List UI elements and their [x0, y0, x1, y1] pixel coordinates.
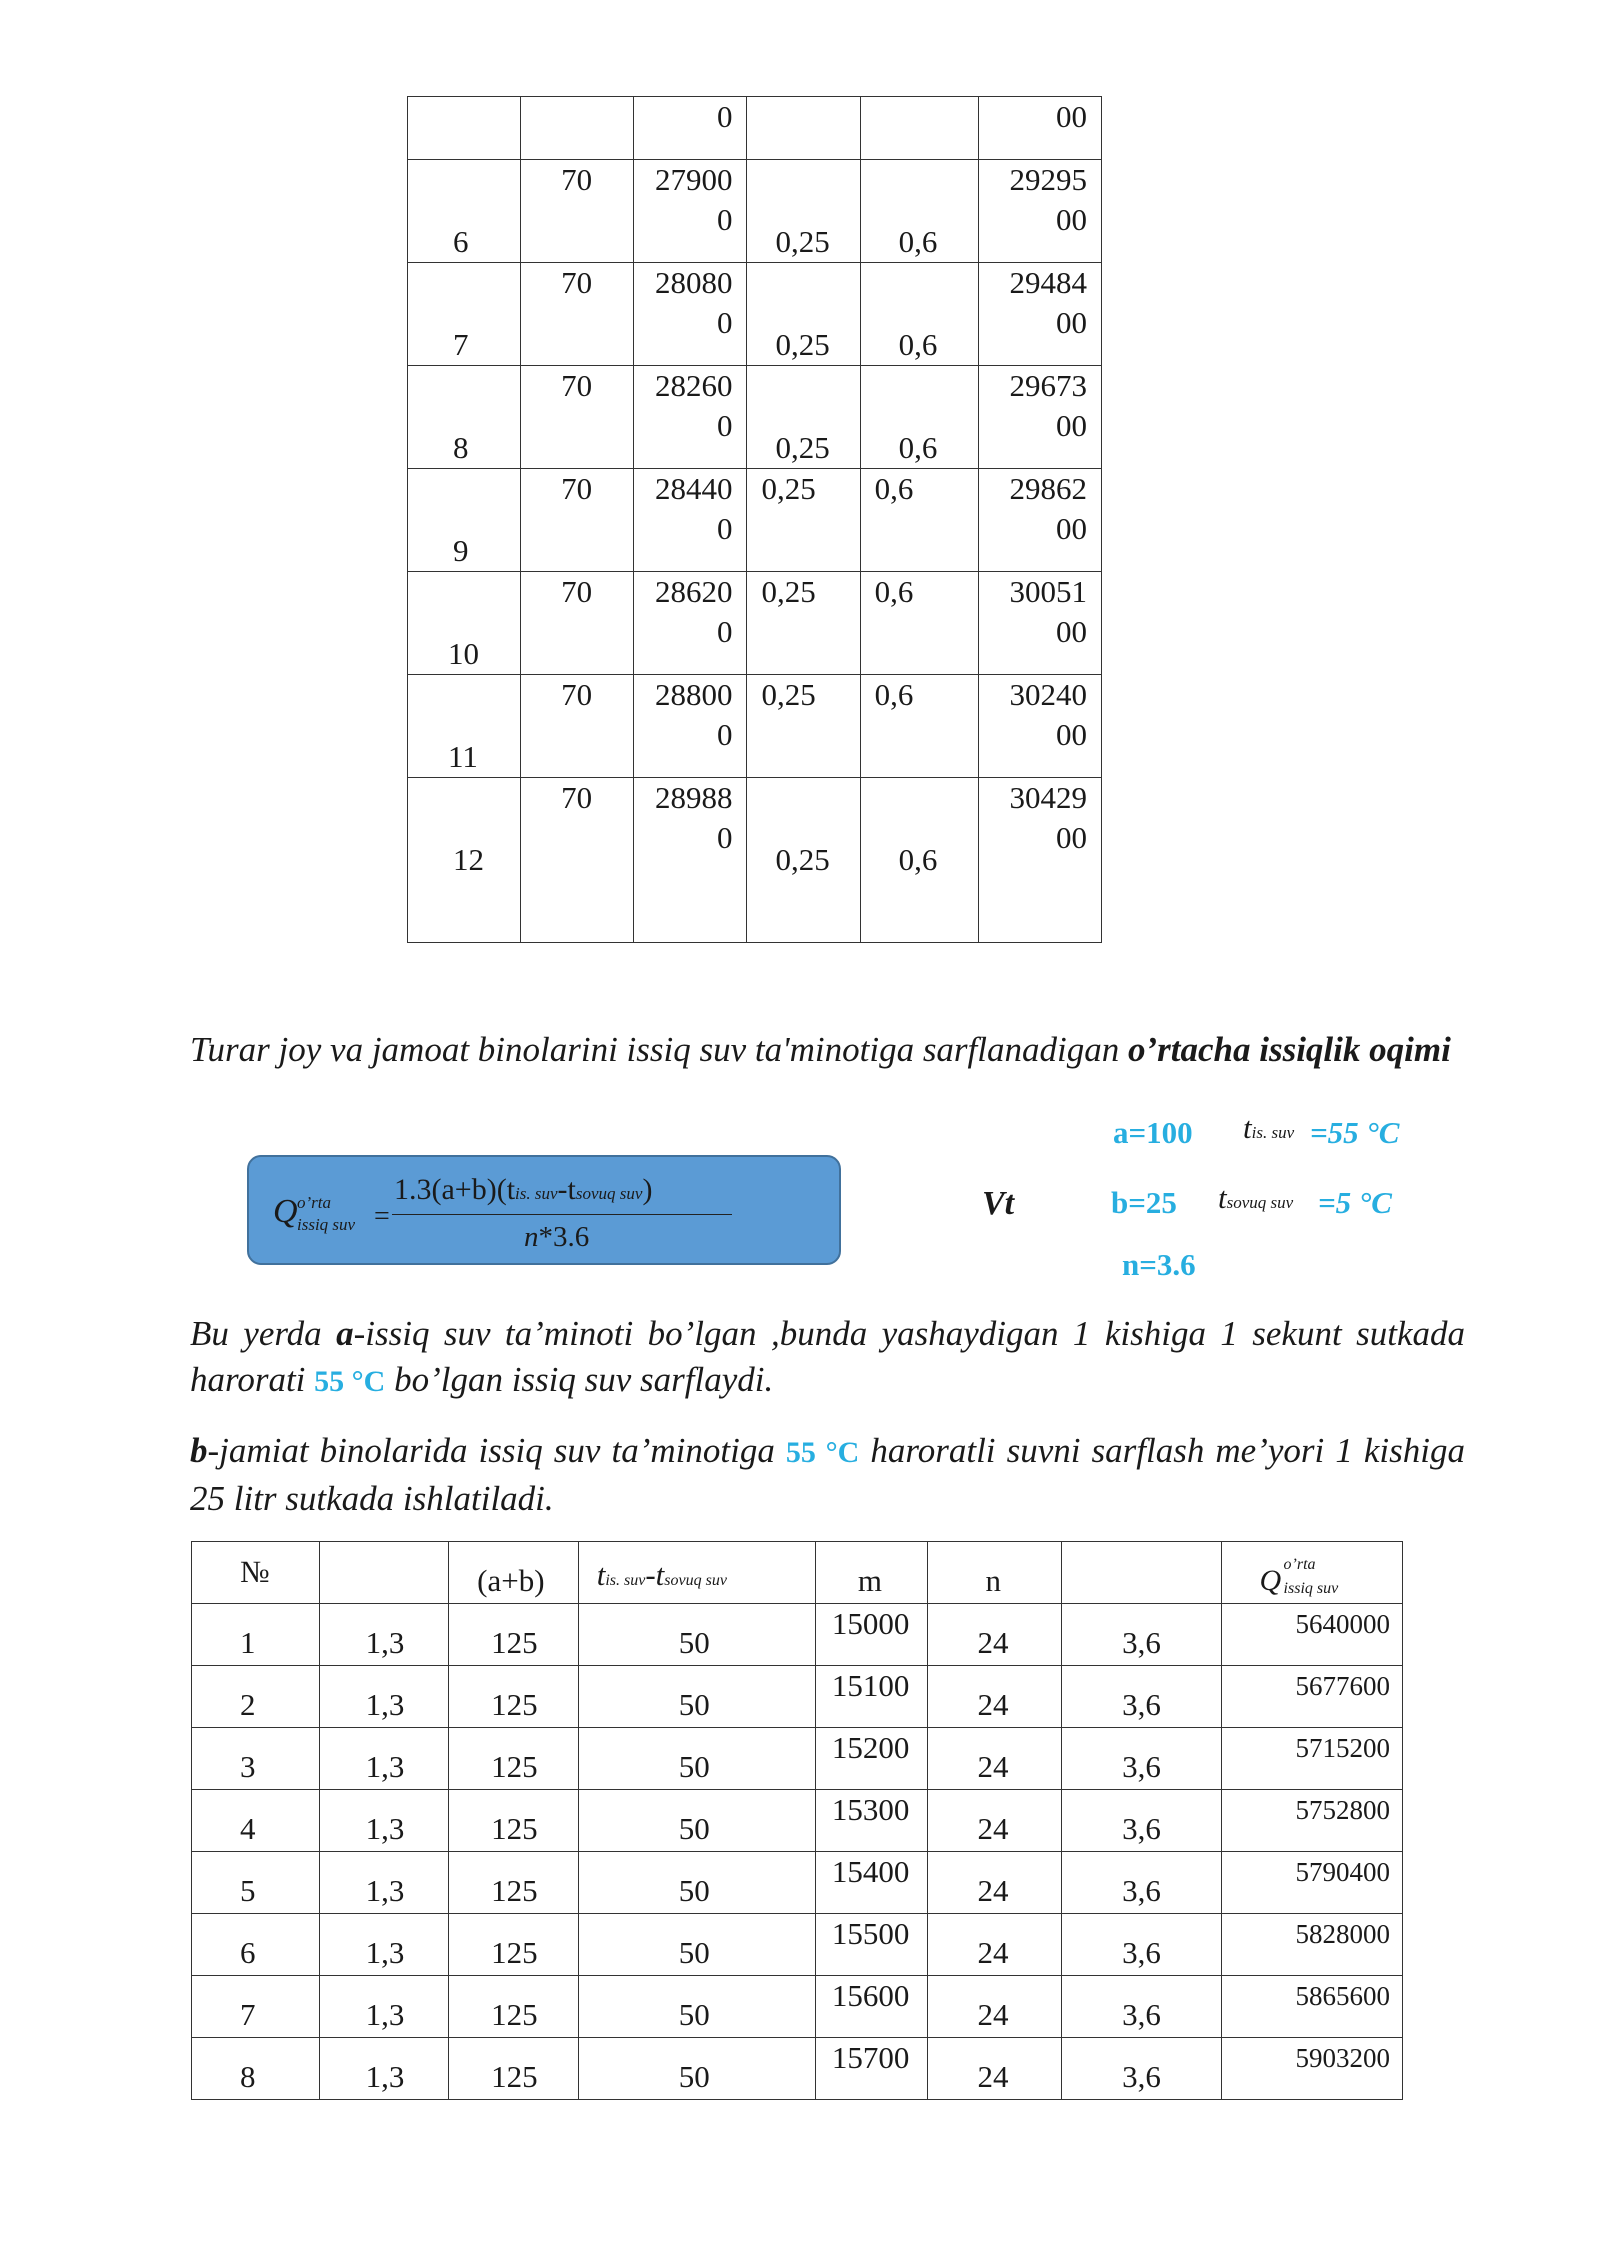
table-row: [192, 1790, 1403, 1852]
table-row: [408, 469, 1102, 572]
cell-b: 0,6: [874, 574, 914, 609]
table-row: [192, 2038, 1403, 2100]
table-row: [192, 1976, 1403, 2038]
cell-dt: 50: [678, 1625, 710, 1660]
cell-c: 3,6: [1122, 1811, 1161, 1846]
formula-q: Q: [273, 1193, 298, 1230]
cell-value-2: 0: [716, 820, 733, 855]
row-number: 9: [453, 533, 469, 568]
cell-result-2: 00: [1056, 202, 1087, 237]
t2-sub: sovuq suv: [664, 1572, 727, 1589]
cell-a: 0,25: [761, 677, 816, 712]
t-is-value: =55 °C: [1310, 1115, 1400, 1150]
cell-k: 1,3: [365, 1811, 405, 1846]
formula-q-sup: o’rta: [297, 1193, 331, 1212]
cell-result-2: 00: [1056, 305, 1087, 340]
cell-q: 5715200: [1295, 1733, 1390, 1763]
table-row: [408, 675, 1102, 778]
cell-value: 27900: [654, 162, 733, 197]
cell-c: 3,6: [1122, 1749, 1161, 1784]
cell-dt: 50: [678, 1873, 710, 1908]
fraction-bar: [392, 1214, 732, 1215]
header-n: n: [985, 1563, 1002, 1598]
cell-result: 30240: [1009, 677, 1087, 712]
param-n: n=3.6: [1122, 1247, 1196, 1282]
table-row: [408, 778, 1102, 943]
row-number: 4: [240, 1811, 256, 1846]
table-row: [192, 1666, 1403, 1728]
formula-denominator: [524, 1221, 589, 1254]
cell-k: 1,3: [365, 1625, 405, 1660]
cell-value: 28800: [654, 677, 733, 712]
cell-value: 28440: [654, 471, 733, 506]
formula-equals: =: [374, 1201, 390, 1232]
cell-result-2: 00: [1056, 614, 1087, 649]
cell-q: 5865600: [1295, 1981, 1390, 2011]
vt-label: Vt: [982, 1185, 1015, 1222]
table-row: [408, 263, 1102, 366]
cell-n: 24: [977, 1997, 1009, 2032]
param-b: b=25: [1111, 1185, 1177, 1220]
heat-flow-table-1: [407, 96, 1102, 943]
cell-b: 0,6: [874, 471, 914, 506]
cell-result-2: 00: [1056, 408, 1087, 443]
formula-q-sub: issiq suv: [297, 1215, 356, 1234]
cell-value-2: 0: [716, 717, 733, 752]
cell-c: 3,6: [1122, 1873, 1161, 1908]
cell-q: 5790400: [1295, 1857, 1390, 1887]
cell-value: 28620: [654, 574, 733, 609]
row-number: 1: [240, 1625, 256, 1660]
cell-m: 15100: [831, 1668, 910, 1703]
cell-n: 24: [977, 1935, 1009, 1970]
cell-temp: 70: [561, 265, 593, 300]
cell-q: 5677600: [1295, 1671, 1390, 1701]
para1-pre: Bu yerda: [190, 1314, 337, 1353]
header-m: m: [857, 1563, 883, 1598]
cell-k: 1,3: [365, 1749, 405, 1784]
cell-c: 3,6: [1122, 1687, 1161, 1722]
cell-a: 0,25: [761, 471, 816, 506]
cell-ab: 125: [491, 1749, 538, 1784]
cell-value-2: 0: [716, 305, 733, 340]
cell-result: 00: [1056, 99, 1087, 134]
header-q-sup: o’rta: [1283, 1556, 1316, 1573]
cell-k: 1,3: [365, 2059, 405, 2094]
cell-value: 0: [716, 99, 733, 134]
cell-b: 0,6: [898, 224, 938, 259]
cell-value-2: 0: [716, 511, 733, 546]
cell-result: 29484: [1009, 265, 1087, 300]
t-minus: -t: [645, 1557, 665, 1592]
numerator-main: 1.3(a+b)(t: [394, 1173, 516, 1206]
table-row: [408, 366, 1102, 469]
header-q-sub: issiq suv: [1283, 1580, 1339, 1597]
cell-a: 0,25: [775, 327, 830, 362]
cell-b: 0,6: [898, 327, 938, 362]
table-row: [408, 160, 1102, 263]
row-number: 8: [453, 430, 469, 465]
para2-mid: -jamiat binolarida issiq suv ta’minotiga: [207, 1431, 786, 1470]
cell-value-2: 0: [716, 408, 733, 443]
cell-result-2: 00: [1056, 511, 1087, 546]
cell-m: 15600: [831, 1978, 910, 2013]
cell-ab: 125: [491, 2059, 538, 2094]
cell-b: 0,6: [874, 677, 914, 712]
cell-c: 3,6: [1122, 1935, 1161, 1970]
t-sovuq-value: =5 °C: [1318, 1185, 1392, 1220]
cell-k: 1,3: [365, 1935, 405, 1970]
cell-c: 3,6: [1122, 2059, 1161, 2094]
cell-result-2: 00: [1056, 717, 1087, 752]
para1-bold: a: [336, 1314, 354, 1353]
para2-post: haroratli suvni sarflash me’yori 1 kishiga 25 litr sutkada ishlatiladi.: [190, 1431, 1465, 1518]
header-ab: (a+b): [477, 1563, 545, 1598]
t-sovuq-sub: sovuq suv: [1226, 1193, 1294, 1212]
cell-result: 30429: [1009, 780, 1087, 815]
cell-result: 30051: [1009, 574, 1087, 609]
header-q: [1260, 1560, 1282, 1601]
cell-c: 3,6: [1122, 1997, 1161, 2032]
cell-m: 15500: [831, 1916, 910, 1951]
cell-temp: 70: [561, 677, 593, 712]
paragraph-b: [190, 1428, 1465, 1522]
numerator-sub2: sovuq suv: [575, 1184, 643, 1203]
cell-dt: 50: [678, 1997, 710, 2032]
para2-bold: b: [190, 1431, 208, 1470]
cell-value: 28988: [654, 780, 733, 815]
cell-temp: 70: [561, 471, 593, 506]
cell-dt: 50: [678, 1935, 710, 1970]
cell-a: 0,25: [761, 574, 816, 609]
cell-dt: 50: [678, 2059, 710, 2094]
cell-c: 3,6: [1122, 1625, 1161, 1660]
cell-temp: 70: [561, 368, 593, 403]
row-number: 8: [240, 2059, 256, 2094]
cell-temp: 70: [561, 780, 593, 815]
t1-sub: is. suv: [605, 1572, 646, 1589]
cell-result: 29295: [1009, 162, 1087, 197]
formula-box: [247, 1155, 841, 1265]
t-is-sub: is. suv: [1251, 1123, 1295, 1142]
para1-post: bo’lgan issiq suv sarflaydi.: [385, 1360, 774, 1399]
cell-n: 24: [977, 1687, 1009, 1722]
cell-q: 5903200: [1295, 2043, 1390, 2073]
cell-value: 28260: [654, 368, 733, 403]
table-row: [408, 97, 1102, 160]
para1-mid: -issiq suv ta’minoti bo’lgan ,bunda yashaydigan 1 kishiga 1 sekunt sutkada harorati: [190, 1314, 1465, 1399]
t-symbol: t: [596, 1557, 606, 1592]
cell-dt: 50: [678, 1811, 710, 1846]
cell-q: 5828000: [1295, 1919, 1390, 1949]
denominator-rest: *3.6: [538, 1221, 590, 1253]
heading-bold: o’rtacha issiqlik oqimi: [1127, 1030, 1451, 1069]
cell-a: 0,25: [775, 842, 830, 877]
numerator-sub1: is. suv: [515, 1184, 558, 1203]
t-is-var: [1243, 1110, 1294, 1146]
table-header-row: [192, 1542, 1403, 1604]
cell-result: 29673: [1009, 368, 1087, 403]
header-t-diff: [597, 1555, 727, 1601]
cell-ab: 125: [491, 1997, 538, 2032]
cell-n: 24: [977, 1811, 1009, 1846]
table-row: [192, 1852, 1403, 1914]
paragraph-a: [190, 1311, 1465, 1405]
cell-q: 5640000: [1295, 1609, 1390, 1639]
cell-dt: 50: [678, 1749, 710, 1784]
row-number: 6: [453, 224, 469, 259]
t-sovuq-var: [1218, 1180, 1293, 1216]
header-no: №: [240, 1554, 270, 1589]
para2-temp: 55 °C: [785, 1436, 860, 1469]
heading-text: Turar joy va jamoat binolarini issiq suv ta'minotiga sarflanadigan: [190, 1030, 1128, 1069]
cell-n: 24: [977, 1749, 1009, 1784]
table-row: [192, 1728, 1403, 1790]
cell-a: 0,25: [775, 430, 830, 465]
cell-m: 15300: [831, 1792, 910, 1827]
para1-temp: 55 °C: [314, 1365, 386, 1398]
cell-result: 29862: [1009, 471, 1087, 506]
cell-value-2: 0: [716, 202, 733, 237]
cell-value: 28080: [654, 265, 733, 300]
row-number: 2: [240, 1687, 256, 1722]
cell-b: 0,6: [898, 430, 938, 465]
t-symbol: t: [1218, 1180, 1227, 1215]
row-number: 11: [448, 739, 478, 774]
cell-ab: 125: [491, 1687, 538, 1722]
numerator-minus: -t: [557, 1173, 576, 1206]
heat-flow-table-2: [191, 1541, 1403, 2100]
row-number: 5: [240, 1873, 256, 1908]
numerator-close: ): [642, 1173, 653, 1206]
table-row: [408, 572, 1102, 675]
cell-m: 15000: [831, 1606, 910, 1641]
t-symbol: t: [1243, 1110, 1252, 1145]
denominator-n: n: [524, 1221, 539, 1253]
cell-ab: 125: [491, 1873, 538, 1908]
cell-temp: 70: [561, 162, 593, 197]
q-symbol: Q: [1259, 1564, 1282, 1597]
table-row: [192, 1604, 1403, 1666]
row-number: 3: [240, 1749, 256, 1784]
cell-ab: 125: [491, 1935, 538, 1970]
cell-ab: 125: [491, 1625, 538, 1660]
cell-b: 0,6: [898, 842, 938, 877]
cell-temp: 70: [561, 574, 593, 609]
cell-ab: 125: [491, 1811, 538, 1846]
row-number: 6: [240, 1935, 256, 1970]
cell-q: 5752800: [1295, 1795, 1390, 1825]
cell-value-2: 0: [716, 614, 733, 649]
cell-n: 24: [977, 1625, 1009, 1660]
cell-result-2: 00: [1056, 820, 1087, 855]
row-number: 12: [453, 842, 484, 877]
section-heading: [190, 1027, 1465, 1073]
row-number: 10: [448, 636, 479, 671]
formula-numerator: [394, 1173, 652, 1207]
cell-n: 24: [977, 2059, 1009, 2094]
cell-dt: 50: [678, 1687, 710, 1722]
cell-a: 0,25: [775, 224, 830, 259]
cell-m: 15700: [831, 2040, 910, 2075]
row-number: 7: [453, 327, 469, 362]
param-a: a=100: [1113, 1115, 1193, 1150]
cell-k: 1,3: [365, 1687, 405, 1722]
cell-k: 1,3: [365, 1997, 405, 2032]
cell-m: 15200: [831, 1730, 910, 1765]
cell-n: 24: [977, 1873, 1009, 1908]
table-row: [192, 1914, 1403, 1976]
row-number: 7: [240, 1997, 256, 2032]
cell-k: 1,3: [365, 1873, 405, 1908]
cell-m: 15400: [831, 1854, 910, 1889]
